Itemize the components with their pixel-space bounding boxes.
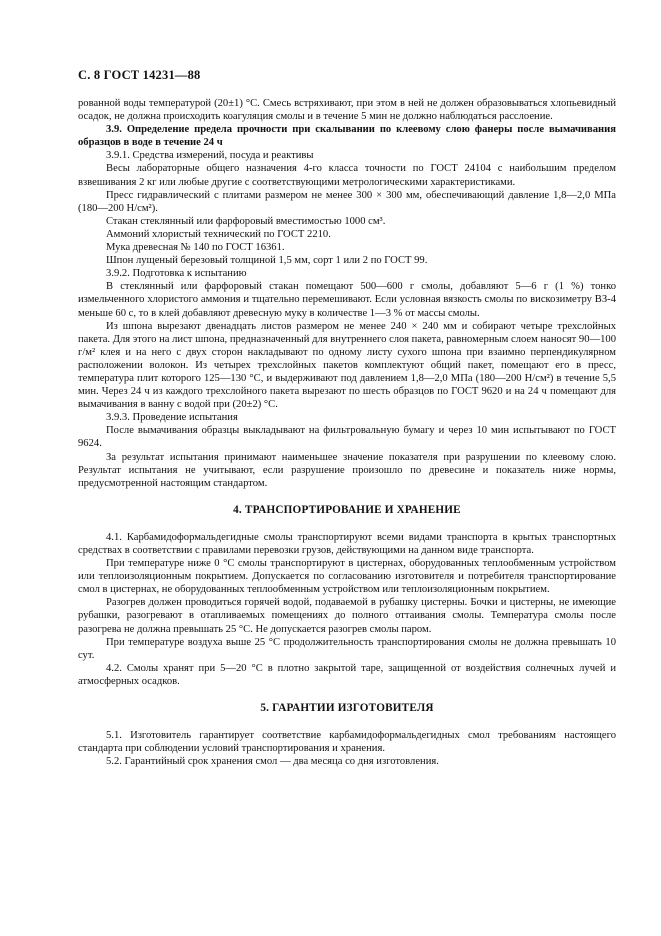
- paragraph-heating: Разогрев должен проводиться горячей водой, подаваемой в рубашку цистерны. Бочки и цистерны, не имеющие рубашки, разогревают в отапливаемых помещениях до полного оттаивания смолы. Температура смолы после разогрева не должна превышать 25 °С. Не допускается разогрев смолы паром.: [78, 597, 616, 635]
- section-3-9-heading: 3.9. Определение предела прочности при скалывании по клеевому слою фанеры после вымачивания образцов в воде в течение 24 ч: [78, 124, 616, 149]
- section-5-heading: 5. ГАРАНТИИ ИЗГОТОВИТЕЛЯ: [260, 702, 434, 715]
- subsection-3-9-3-heading: 3.9.3. Проведение испытания: [106, 412, 238, 424]
- paragraph-high-temperature: При температуре воздуха выше 25 °С продолжительность транспортирования смолы не должна превышать 10 сут.: [78, 636, 616, 661]
- paragraph-5-2: 5.2. Гарантийный срок хранения смол — два месяца со дня изготовления.: [106, 756, 439, 768]
- paragraph-veneer: Шпон лущеный березовый толщиной 1,5 мм, сорт 1 или 2 по ГОСТ 99.: [106, 255, 428, 267]
- subsection-3-9-2-heading: 3.9.2. Подготовка к испытанию: [106, 268, 247, 280]
- paragraph-continuation: рованной воды температурой (20±1) °С. Смесь встряхивают, при этом в ней не должен образовываться хлопьевидный осадок, не должна происходить коагуляция смолы и в течение 5 мин не должно наблюдаться расслоение.: [78, 98, 616, 123]
- paragraph-5-1: 5.1. Изготовитель гарантирует соответствие карбамидоформальдегидных смол требованиям настоящего стандарта при соблюдении условий транспортирования и хранения.: [78, 730, 616, 755]
- paragraph-low-temperature: При температуре ниже 0 °С смолы транспортируют в цистернах, оборудованных теплообменным устройством или теплоизоляционным покрытием. Допускается по согласованию изготовителя и потребителя транспортирование смол в цистернах, не оборудованных теплообменным устройством или теплоизоляционным покрытием.: [78, 558, 616, 596]
- paragraph-4-2: 4.2. Смолы хранят при 5—20 °С в плотно закрытой таре, защищенной от воздействия солнечных лучей и атмосферных осадков.: [78, 662, 616, 687]
- paragraph-wood-flour: Мука древесная № 140 по ГОСТ 16361.: [106, 242, 285, 254]
- page-header: С. 8 ГОСТ 14231—88: [78, 68, 201, 82]
- subsection-3-9-1-heading: 3.9.1. Средства измерений, посуда и реактивы: [106, 150, 314, 162]
- paragraph-4-1: 4.1. Карбамидоформальдегидные смолы транспортируют всеми видами транспорта в крытых транспортных средствах в соответствии с правилами перевозки грузов, действующими на данном виде транспорта.: [78, 531, 616, 556]
- paragraph-testing: После вымачивания образцы выкладывают на фильтровальную бумагу и через 10 мин испытывают по ГОСТ 9624.: [78, 425, 616, 450]
- paragraph-glue-preparation: В стеклянный или фарфоровый стакан помещают 500—600 г смолы, добавляют 5—6 г (1 %) тонко измельченного хлористого аммония и тщательно перемешивают. Если условная вязкость смолы по вискозиметру ВЗ-4 меньше 60 с, то в клей добавляют древесную муку в количестве 1—3 % от массы смолы.: [78, 281, 616, 319]
- paragraph-result: За результат испытания принимают наименьшее значение показателя при разрушении по клеевому слою. Результат испытания не учитывают, если разрушение произошло по древесине и показатель ниже нормы, предусмотренной настоящим стандартом.: [78, 451, 616, 489]
- section-4-heading: 4. ТРАНСПОРТИРОВАНИЕ И ХРАНЕНИЕ: [233, 503, 461, 516]
- paragraph-beaker: Стакан стеклянный или фарфоровый вместимостью 1000 см³.: [106, 215, 386, 227]
- paragraph-veneer-packages: Из шпона вырезают двенадцать листов размером не менее 240 × 240 мм и собирают четыре трехслойных пакета. Для этого на лист шпона, предназначенный для внутреннего слоя пакета, равномерным слоем наносят 90—100 г/м² клея и на него с двух сторон накладывают по одному листу сухого шпона при взаимно перпендикулярном расположении волокон. Из четырех трехслойных пакетов комплектуют общий пакет, помещают его в пресс, температура плит которого 125—130 °С, и выдерживают под давлением 1,8—2,0 МПа (180—200 Н/см²) в течение 5,5 мин. Через 24 ч из каждого трехслойного пакета вырезают по шесть образцов по ГОСТ 9620 и на 24 ч помещают для вымачивания в ванну с водой при (20±2) °С.: [78, 320, 616, 411]
- document-body: [78, 97, 616, 768]
- paragraph-ammonium-chloride: Аммоний хлористый технический по ГОСТ 2210.: [106, 228, 331, 240]
- paragraph-scales: Весы лабораторные общего назначения 4-го класса точности по ГОСТ 24104 с наибольшим пределом взвешивания 2 кг или любые другие с соответствующими метрологическими характеристиками.: [78, 163, 616, 188]
- paragraph-press: Пресс гидравлический с плитами размером не менее 300 × 300 мм, обеспечивающий давление 1,8—2,0 МПа (180—200 Н/см²).: [78, 189, 616, 214]
